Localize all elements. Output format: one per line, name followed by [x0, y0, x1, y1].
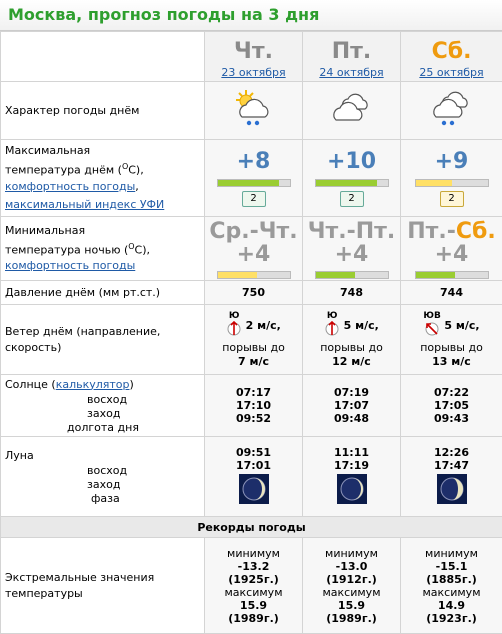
- sunset-time: 17:10: [205, 399, 302, 412]
- record-min-label: минимум: [401, 547, 502, 560]
- comfort-bar-night: [415, 271, 489, 279]
- sun-label: Солнце (калькулятор) восход заход долгота дня: [1, 375, 205, 437]
- comfort-link[interactable]: комфортность погоды: [5, 180, 135, 193]
- page-title: Москва, прогноз погоды на 3 дня: [0, 0, 502, 31]
- sun-cell-3: [401, 375, 502, 437]
- records-cell-2: [303, 538, 401, 634]
- record-max-year: (1989г.): [205, 612, 302, 625]
- night-label: Пт.-Сб.: [401, 221, 502, 243]
- forecast-table: [0, 31, 502, 634]
- record-min-year: (1925г.): [205, 573, 302, 586]
- sunrise-label: восход: [5, 393, 204, 407]
- wind-arrow-icon: [424, 321, 440, 337]
- record-min-year: (1885г.): [401, 573, 502, 586]
- cloudy-rain-icon: [430, 87, 474, 131]
- tmin-cell-1: [205, 217, 303, 281]
- comfort-bar: [415, 179, 489, 187]
- night-label: Ср.-Чт.: [205, 221, 302, 243]
- wind-gust: 12 м/с: [303, 355, 400, 369]
- day-date-link[interactable]: 24 октября: [319, 66, 383, 79]
- wind-gust: 7 м/с: [205, 355, 302, 369]
- sun-cell-2: [303, 375, 401, 437]
- daylen-label: долгота дня: [5, 421, 204, 435]
- sun-cell-1: [205, 375, 303, 437]
- uvi-badge: 2: [440, 191, 464, 207]
- record-max-label: максимум: [303, 586, 400, 599]
- cloudy-icon: [330, 87, 374, 131]
- moon-label: [1, 437, 205, 517]
- record-max-year: (1989г.): [303, 612, 400, 625]
- wind-cell-2: [303, 305, 401, 375]
- partly-cloudy-rain-icon: [232, 87, 276, 131]
- day-header-2: [303, 32, 401, 82]
- day-header-3: [401, 32, 502, 82]
- records-cell-1: [205, 538, 303, 634]
- tmin-label-line2: температура ночью ($^O$C),: [5, 239, 204, 259]
- sunrise-time: 07:19: [303, 386, 400, 399]
- weather-cell-3: [401, 82, 502, 140]
- uvi-badge: 2: [242, 191, 266, 207]
- day-length: 09:52: [205, 412, 302, 425]
- moon-phase-icon: [239, 474, 269, 504]
- record-max: 15.9: [303, 599, 400, 612]
- day-date-link[interactable]: 25 октября: [419, 66, 483, 79]
- record-min: -15.1: [401, 560, 502, 573]
- day-name: Пт.: [303, 38, 400, 66]
- tmin-value: +4: [401, 243, 502, 267]
- record-min-label: минимум: [205, 547, 302, 560]
- tmax-label-line1: Максимальная: [5, 143, 204, 159]
- tmin-value: +4: [205, 243, 302, 267]
- record-min-label: минимум: [303, 547, 400, 560]
- wind-cell-3: [401, 305, 502, 375]
- tmax-cell-1: [205, 140, 303, 217]
- tmin-cell-2: [303, 217, 401, 281]
- tmin-label-line1: Минимальная: [5, 223, 204, 239]
- record-max: 15.9: [205, 599, 302, 612]
- record-max-year: (1923г.): [401, 612, 502, 625]
- comfort-bar-night: [217, 271, 291, 279]
- wind-gust-label: порывы до: [401, 341, 502, 355]
- pressure-value: 750: [205, 281, 303, 305]
- tmin-cell-3: [401, 217, 502, 281]
- day-length: 09:43: [401, 412, 502, 425]
- moon-cell-1: [205, 437, 303, 517]
- moonrise-time: 09:51: [205, 446, 302, 459]
- comfort-bar: [315, 179, 389, 187]
- tmin-value: +4: [303, 243, 400, 267]
- moon-phase-icon: [337, 474, 367, 504]
- moonrise-label: восход: [5, 464, 204, 478]
- record-max-label: максимум: [205, 586, 302, 599]
- moonset-time: 17:47: [401, 459, 502, 472]
- day-name: Чт.: [205, 38, 302, 66]
- wind-gust-label: порывы до: [303, 341, 400, 355]
- uvi-badge: 2: [340, 191, 364, 207]
- wind-direction: Ю: [324, 311, 340, 321]
- calculator-link[interactable]: калькулятор: [56, 378, 130, 391]
- weather-cell-2: [303, 82, 401, 140]
- wind-cell-1: [205, 305, 303, 375]
- moon-phase-icon: [437, 474, 467, 504]
- pressure-value: 744: [401, 281, 502, 305]
- wind-direction: ЮВ: [423, 311, 440, 321]
- pressure-label: Давление днём (мм рт.ст.): [1, 281, 205, 305]
- tmax-value: +8: [205, 149, 302, 175]
- record-min-year: (1912г.): [303, 573, 400, 586]
- wind-speed: 2 м/с,: [246, 319, 281, 332]
- record-min: -13.2: [205, 560, 302, 573]
- comfort-link-night[interactable]: комфортность погоды: [5, 259, 135, 272]
- pressure-value: 748: [303, 281, 401, 305]
- record-max-label: максимум: [401, 586, 502, 599]
- sunset-time: 17:05: [401, 399, 502, 412]
- sunset-label: заход: [5, 407, 204, 421]
- wind-label: Ветер днём (направление, скорость): [1, 305, 205, 375]
- tmax-value: +10: [303, 149, 400, 175]
- moonset-label: заход: [5, 478, 204, 492]
- moonrise-time: 12:26: [401, 446, 502, 459]
- moon-title: Луна: [5, 448, 204, 464]
- wind-arrow-icon: [324, 321, 340, 337]
- wind-arrow-icon: [226, 321, 242, 337]
- records-cell-3: [401, 538, 502, 634]
- tmax-value: +9: [401, 149, 502, 175]
- moon-cell-2: [303, 437, 401, 517]
- moon-cell-3: [401, 437, 502, 517]
- weather-label: Характер погоды днём: [1, 82, 205, 140]
- tmin-label: [1, 217, 205, 281]
- moonrise-time: 11:11: [303, 446, 400, 459]
- record-max: 14.9: [401, 599, 502, 612]
- sunset-time: 17:07: [303, 399, 400, 412]
- tmax-label: Максимальная температура днём ($^O$C), комфортность погоды, максимальный индекс УФИ: [1, 140, 205, 217]
- day-length: 09:48: [303, 412, 400, 425]
- day-name: Сб.: [401, 38, 502, 66]
- weather-cell-1: [205, 82, 303, 140]
- wind-direction: Ю: [226, 311, 242, 321]
- sunrise-time: 07:22: [401, 386, 502, 399]
- comfort-bar-night: [315, 271, 389, 279]
- phase-label: фаза: [5, 492, 204, 506]
- wind-speed: 5 м/с,: [444, 319, 479, 332]
- day-header-1: [205, 32, 303, 82]
- tmax-cell-3: [401, 140, 502, 217]
- records-label: Экстремальные значения температуры: [1, 538, 205, 634]
- moonset-time: 17:01: [205, 459, 302, 472]
- sunrise-time: 07:17: [205, 386, 302, 399]
- moonset-time: 17:19: [303, 459, 400, 472]
- header-empty: [1, 32, 205, 82]
- uvi-link[interactable]: максимальный индекс УФИ: [5, 198, 164, 211]
- wind-gust: 13 м/с: [401, 355, 502, 369]
- wind-gust-label: порывы до: [205, 341, 302, 355]
- record-min: -13.0: [303, 560, 400, 573]
- comfort-bar: [217, 179, 291, 187]
- tmax-cell-2: [303, 140, 401, 217]
- tmax-label-line2: температура днём ($^O$C),: [5, 159, 204, 179]
- wind-speed: 5 м/с,: [344, 319, 379, 332]
- day-date-link[interactable]: 23 октября: [221, 66, 285, 79]
- records-header: Рекорды погоды: [1, 517, 502, 538]
- night-label: Чт.-Пт.: [303, 221, 400, 243]
